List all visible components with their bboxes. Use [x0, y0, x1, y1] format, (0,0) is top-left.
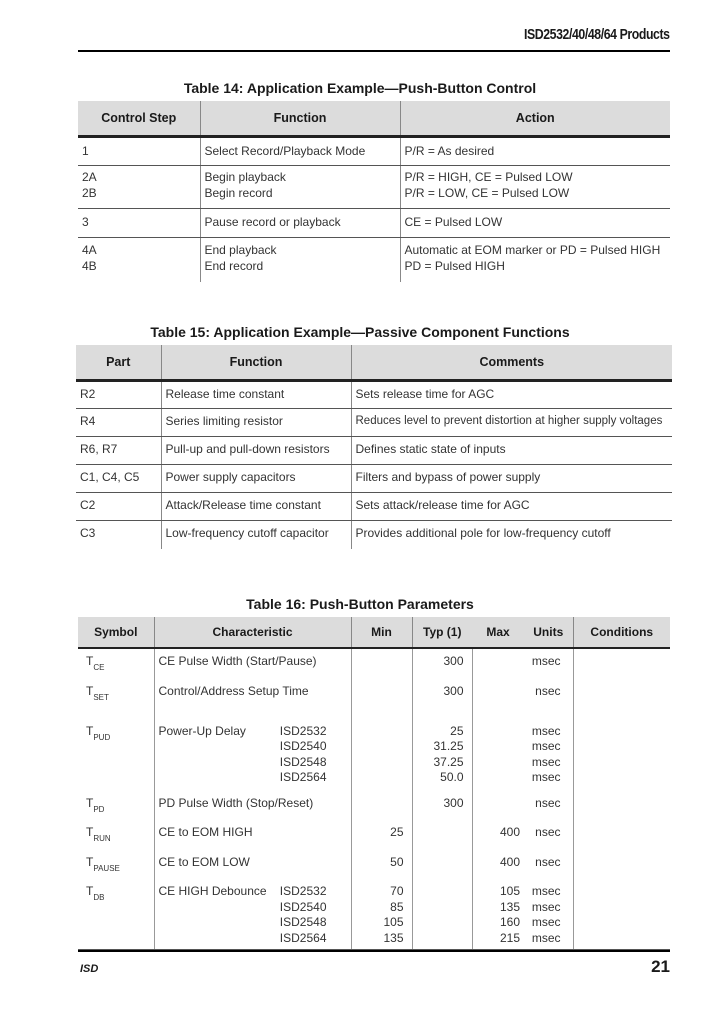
table16-max: [472, 850, 524, 880]
table16-max: [472, 791, 524, 821]
header-rule: [78, 50, 670, 52]
table16-min: [351, 791, 412, 821]
table16-cond: [573, 850, 670, 880]
table16-col-max: Max: [472, 617, 524, 648]
table16-row: [78, 719, 670, 791]
table16-characteristic: [154, 820, 351, 850]
table15-part: C1, C4, C5: [76, 465, 161, 493]
table16-units: [524, 648, 573, 679]
table16-units: [524, 719, 573, 791]
table16-col-typ: Typ (1): [412, 617, 472, 648]
table16-characteristic: [154, 879, 351, 950]
symbol-letter: T: [86, 723, 94, 738]
table16-characteristic: [154, 719, 351, 791]
table16-row: [78, 648, 670, 679]
table16-units: [524, 679, 573, 719]
value-units: nsec: [535, 683, 561, 698]
characteristic-text: PD Pulse Width (Stop/Reset): [158, 795, 314, 810]
table14-function: End playback End record: [200, 238, 400, 282]
table14: [78, 101, 670, 282]
table16-min: [351, 850, 412, 880]
table15-function: Power supply capacitors: [161, 465, 351, 493]
symbol-letter: T: [86, 683, 94, 698]
table15-col-function: Function: [161, 345, 351, 381]
table16-cond: [573, 719, 670, 791]
value-units: nsec: [535, 795, 561, 810]
table16-cond: [573, 820, 670, 850]
table16-max: [472, 679, 524, 719]
table16-max: [472, 719, 524, 791]
table14-step: 2A 2B: [78, 166, 200, 209]
value-units: nsec: [535, 825, 561, 839]
table15-function: Pull-up and pull-down resistors: [161, 437, 351, 465]
table14-function: Begin playback Begin record: [200, 166, 400, 209]
table14-caption: Table 14: Application Example—Push-Button Control: [183, 80, 537, 96]
characteristic-text: Control/Address Setup Time: [158, 683, 309, 698]
table16-symbol: [78, 850, 154, 880]
table16-min: [351, 648, 412, 679]
table16-col-units: Units: [524, 617, 573, 648]
table16-min: [351, 820, 412, 850]
symbol-subscript: DB: [93, 893, 105, 902]
table14-function: Pause record or playback: [200, 209, 400, 238]
symbol-letter: T: [86, 854, 94, 869]
value-units: msec: [531, 654, 561, 668]
running-header: ISD2532/40/48/64 Products: [524, 26, 670, 43]
value-min: 70 85 105 135: [383, 884, 404, 945]
table15-comments: Sets attack/release time for AGC: [351, 493, 672, 521]
table15-comments: Reduces level to prevent distortion at higher supply voltages: [351, 409, 672, 437]
table16-cond: [573, 879, 670, 950]
table15-part: C3: [80, 526, 96, 540]
table16-col-conditions: Conditions: [573, 617, 670, 648]
table15-caption: Table 15: Application Example—Passive Component Functions: [150, 324, 570, 340]
table16-units: [524, 879, 573, 950]
table16-min: [351, 719, 412, 791]
table15-function: Attack/Release time constant: [161, 493, 351, 521]
value-units: msec msec msec msec: [531, 723, 561, 784]
table14-step: 3: [78, 209, 200, 238]
symbol-subscript: PAUSE: [93, 863, 120, 873]
table15-col-part: Part: [76, 345, 161, 381]
table14-col-step: Control Step: [78, 101, 200, 137]
table16-col-symbol: Symbol: [78, 617, 154, 648]
value-units: msec msec msec msec: [531, 884, 561, 945]
table16-cond: [573, 679, 670, 719]
table16-typ: [412, 719, 472, 791]
table15-part: R6, R7: [76, 437, 161, 465]
table16-symbol: [78, 820, 154, 850]
part-list: ISD2532 ISD2540 ISD2548 ISD2564: [279, 884, 327, 945]
page-number: 21: [651, 957, 670, 976]
characteristic-text: CE HIGH Debounce: [158, 884, 267, 898]
value-units: nsec: [535, 854, 561, 869]
characteristic-text: Power-Up Delay: [158, 723, 246, 738]
table16-typ: [412, 879, 472, 950]
characteristic-text: CE to EOM HIGH: [158, 825, 253, 839]
table16-symbol: [78, 648, 154, 679]
table16-typ: [412, 850, 472, 880]
part-list: [327, 855, 347, 871]
table16-row: [78, 679, 670, 719]
symbol-letter: T: [86, 654, 94, 668]
table16-row: [78, 850, 670, 880]
table15-comments: Provides additional pole for low-frequency cutoff: [351, 521, 672, 549]
value-max: 400: [499, 854, 520, 869]
table16-characteristic: [154, 850, 351, 880]
value-max: 105 135 160 215: [499, 884, 520, 945]
table16-col-characteristic: Characteristic: [154, 617, 351, 648]
part-list: [327, 684, 347, 700]
table16: [78, 617, 670, 950]
part-list: [327, 796, 347, 812]
table16-cond: [573, 648, 670, 679]
table16-max: [472, 879, 524, 950]
part-list: [327, 825, 347, 841]
table16-typ: [412, 648, 472, 679]
value-min: 25: [390, 825, 404, 839]
table16-cond: [573, 791, 670, 821]
table15-function: Low-frequency cutoff capacitor: [161, 521, 351, 549]
table16-units: [524, 820, 573, 850]
table16-characteristic: [154, 679, 351, 719]
table16-row: [78, 820, 670, 850]
table14-col-action: Action: [400, 101, 670, 137]
table14-function: Select Record/Playback Mode: [200, 137, 400, 166]
value-min: 50: [390, 854, 404, 869]
table16-units: [524, 791, 573, 821]
value-typ: 300: [443, 654, 464, 668]
part-list: [327, 654, 347, 670]
symbol-subscript: CE: [93, 663, 105, 672]
table16-typ: [412, 820, 472, 850]
table15-function: Release time constant: [161, 381, 351, 409]
table16-symbol: [78, 719, 154, 791]
symbol-subscript: RUN: [93, 834, 111, 843]
part-list: ISD2532 ISD2540 ISD2548 ISD2564: [279, 723, 327, 784]
footer-rule: [78, 950, 670, 952]
footer-brand: ISD: [80, 963, 99, 975]
table16-col-min: Min: [351, 617, 412, 648]
characteristic-text: CE Pulse Width (Start/Pause): [158, 654, 317, 668]
characteristic-text: CE to EOM LOW: [158, 854, 250, 869]
table16-row: [78, 879, 670, 950]
table16-caption: Table 16: Push-Button Parameters: [246, 596, 474, 612]
table16-characteristic: [154, 648, 351, 679]
symbol-subscript: PUD: [93, 732, 111, 742]
table16-typ: [412, 791, 472, 821]
table16-symbol: [78, 679, 154, 719]
symbol-subscript: SET: [93, 692, 109, 702]
table14-step: 4A 4B: [82, 243, 97, 273]
table15-comments: Filters and bypass of power supply: [351, 465, 672, 493]
table14-action: Automatic at EOM marker or PD = Pulsed HIGH PD = Pulsed HIGH: [400, 238, 670, 282]
table16-max: [472, 820, 524, 850]
table16-max: [472, 648, 524, 679]
table15: [76, 345, 672, 549]
table16-row: [78, 791, 670, 821]
table15-part: C2: [76, 493, 161, 521]
symbol-letter: T: [86, 825, 94, 839]
value-max: 400: [499, 825, 520, 839]
table16-min: [351, 879, 412, 950]
table16-symbol: [78, 879, 154, 950]
symbol-subscript: PD: [93, 804, 105, 814]
table16-typ: [412, 679, 472, 719]
table14-action: P/R = HIGH, CE = Pulsed LOW P/R = LOW, CE = Pulsed LOW: [400, 166, 670, 209]
symbol-letter: T: [86, 884, 94, 898]
table14-step: 1: [78, 137, 200, 166]
value-typ: 25 31.25 37.25 50.0: [433, 723, 464, 784]
table16-units: [524, 850, 573, 880]
table16-characteristic: [154, 791, 351, 821]
table16-min: [351, 679, 412, 719]
table16-symbol: [78, 791, 154, 821]
table15-part: R4: [76, 409, 161, 437]
value-typ: 300: [443, 683, 464, 698]
table14-action: P/R = As desired: [400, 137, 670, 166]
symbol-letter: T: [86, 795, 94, 810]
table15-comments: Defines static state of inputs: [351, 437, 672, 465]
table15-col-comments: Comments: [351, 345, 672, 381]
table14-action: CE = Pulsed LOW: [400, 209, 670, 238]
table15-function: Series limiting resistor: [161, 409, 351, 437]
table15-part: R2: [76, 381, 161, 409]
table14-col-function: Function: [200, 101, 400, 137]
table15-comments: Sets release time for AGC: [351, 381, 672, 409]
value-typ: 300: [443, 795, 464, 810]
